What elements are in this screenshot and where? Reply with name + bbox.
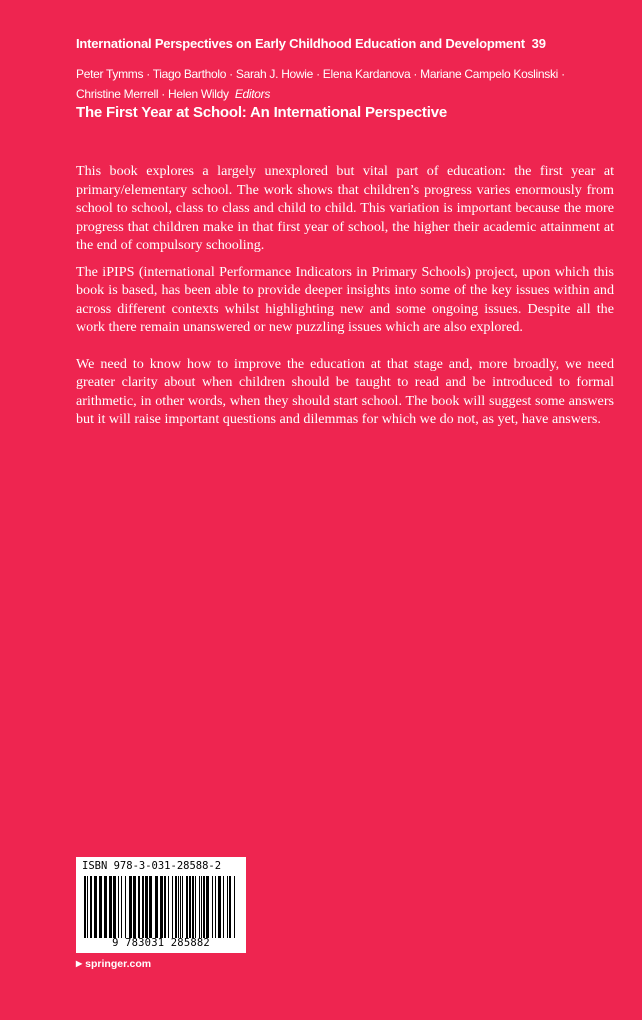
barcode-bar (142, 876, 144, 938)
book-title: The First Year at School: An International Perspective (76, 104, 447, 121)
barcode-bar (90, 876, 92, 938)
barcode-bar (223, 876, 224, 938)
publisher-url: springer.com (85, 958, 152, 970)
barcode-bar (84, 876, 86, 938)
series-number: 39 (531, 36, 546, 51)
blurb-paragraph-1: This book explores a largely unexplored but vital part of education: the first year at primary/elementary school. The work shows that children’s progress varies enormously from school to school, class to class and child to child. This variation is important because the more progress that children make in that first year of school, the higher their academic attainment at the end of compulsory schooling. (76, 163, 614, 253)
barcode-bar (229, 876, 231, 938)
blurb-paragraph-2: The iPIPS (international Performance Indicators in Primary Schools) project, upon which this book is based, has been able to provide deeper insights into some of the key issues within and across different contexts whilst highlighting new and some ongoing issues. Despite all the work there remain unanswered or new puzzling issues which are also explored. (76, 263, 614, 335)
isbn-barcode (76, 857, 246, 953)
triangle-right-icon: ▶ (76, 959, 83, 968)
barcode-bar (149, 876, 152, 938)
barcode-bar (234, 876, 235, 938)
series-title: International Perspectives on Early Childhood Education and Development (76, 36, 525, 51)
editors-role: Editors (234, 87, 271, 101)
blurb (76, 162, 614, 429)
barcode-bar (133, 876, 136, 938)
barcode-bar (113, 876, 116, 938)
barcode-bar (218, 876, 221, 938)
series-line (76, 36, 596, 51)
barcode-bar (175, 876, 177, 938)
barcode-digits: 9 783031 285882 (112, 937, 210, 949)
author-list (76, 64, 576, 104)
barcode-bar (199, 876, 200, 938)
barcode-bars (82, 876, 240, 938)
barcode-bar (138, 876, 140, 938)
barcode-bar (164, 876, 166, 938)
barcode-bar (186, 876, 188, 938)
barcode-bar (189, 876, 191, 938)
barcode-bar (99, 876, 102, 938)
barcode-bar (182, 876, 183, 938)
barcode-bar (212, 876, 213, 938)
barcode-bar (125, 876, 126, 938)
isbn-label: ISBN 978-3-031-28588-2 (82, 860, 222, 872)
barcode-bar (168, 876, 169, 938)
barcode-bar (192, 876, 194, 938)
barcode-bar (227, 876, 228, 938)
barcode-bar (180, 876, 181, 938)
barcode-bar (104, 876, 107, 938)
authors-line-1: Peter Tymms · Tiago Bartholo · Sarah J. Howie · Elena Kardanova · Mariane Campelo Koslinski · (76, 67, 565, 81)
authors-line-2 (76, 84, 576, 104)
barcode-bar (172, 876, 173, 938)
barcode-bar (155, 876, 158, 938)
barcode-bar (206, 876, 209, 938)
barcode-bar (178, 876, 179, 938)
barcode-bar (129, 876, 132, 938)
publisher-link[interactable] (76, 958, 151, 970)
barcode-bar (195, 876, 196, 938)
blurb-paragraph-3: We need to know how to improve the education at that stage and, more broadly, we need greater clarity about when children should be taught to read and be introduced to formal arithmetic, in other words, when they should start school. The book will suggest some answers but it will raise important questions and dilemmas for which we do not, as yet, have answers. (76, 355, 614, 427)
barcode-bar (145, 876, 148, 938)
barcode-bar (87, 876, 88, 938)
barcode-bar (94, 876, 97, 938)
barcode-bar (215, 876, 216, 938)
barcode-bar (160, 876, 163, 938)
barcode-bar (201, 876, 202, 938)
barcode-bar (121, 876, 122, 938)
barcode-bar (109, 876, 112, 938)
barcode-bar (118, 876, 119, 938)
barcode-bar (203, 876, 205, 938)
authors-line-2-names: Christine Merrell · Helen Wildy (76, 87, 229, 101)
